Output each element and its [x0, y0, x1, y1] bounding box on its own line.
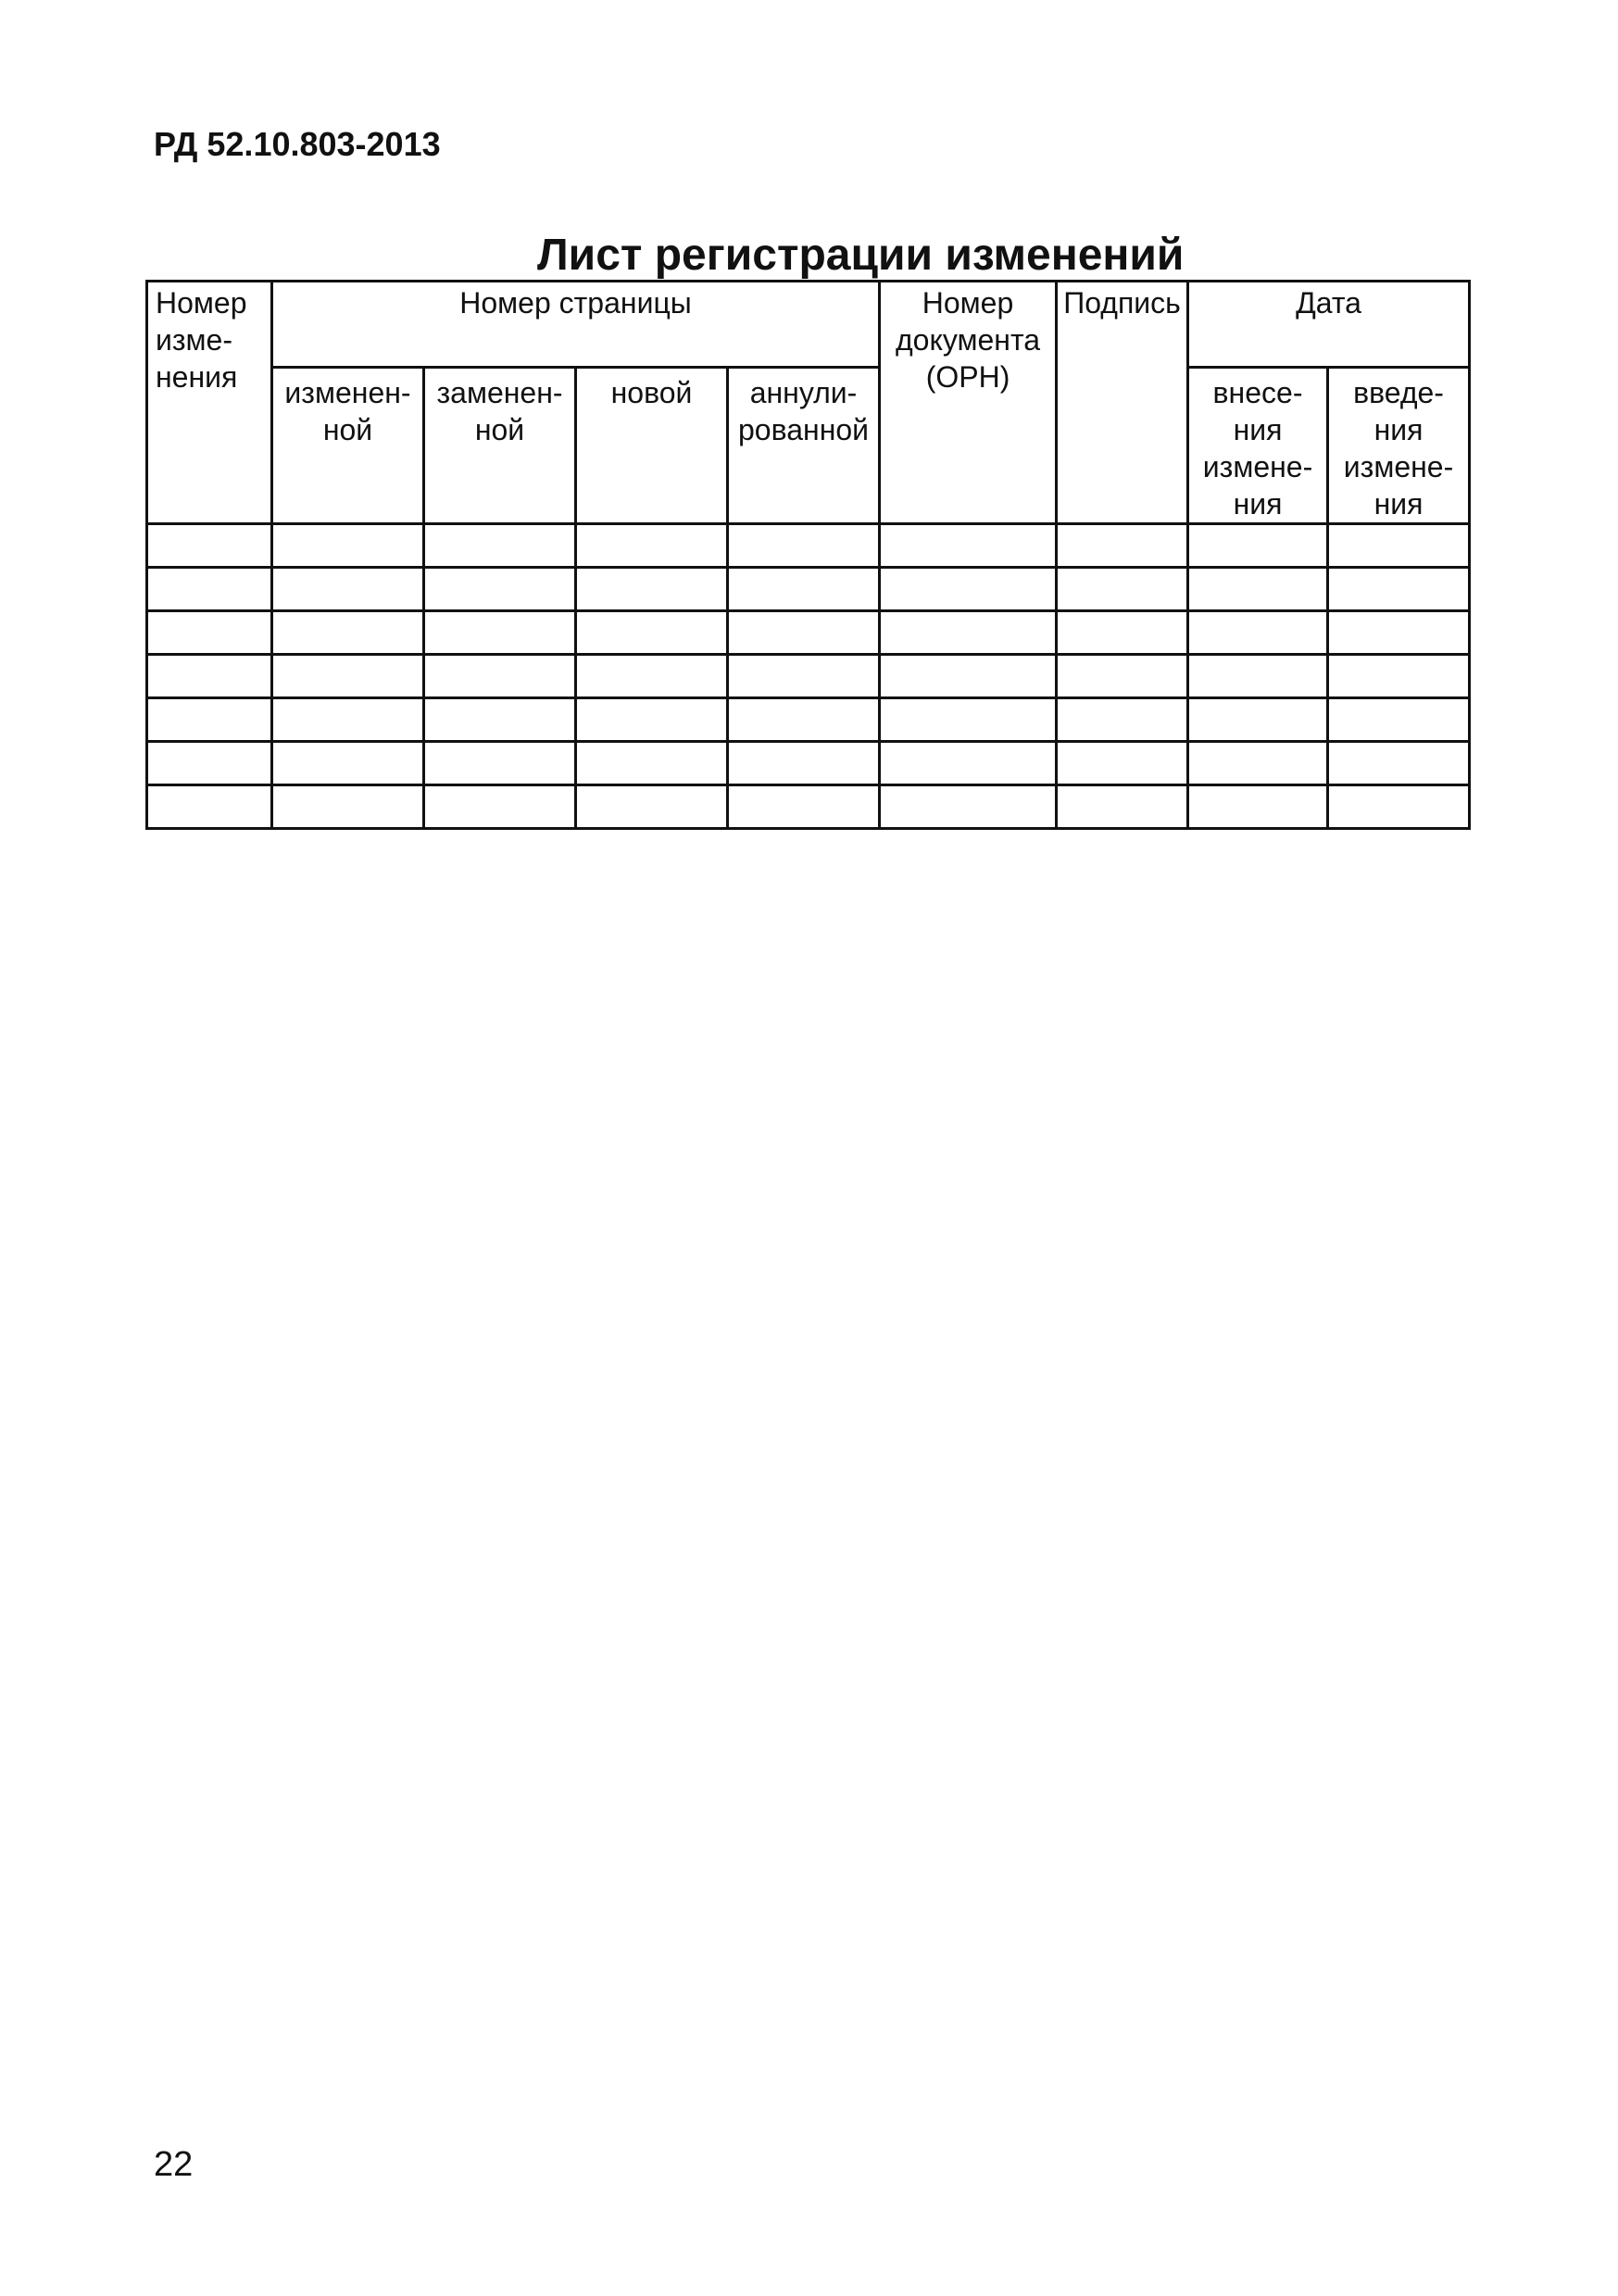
table-cell [728, 524, 880, 568]
table-row [147, 524, 1470, 568]
table-cell [728, 742, 880, 785]
table-cell [424, 524, 576, 568]
header-page-number-group: Номер страницы [272, 282, 880, 368]
table-cell [147, 785, 272, 829]
header-document-number: Номер документа (ОРН) [880, 282, 1057, 524]
table-cell [728, 568, 880, 611]
header-new-page: новой [576, 368, 728, 524]
table-cell [728, 698, 880, 742]
table-body [147, 524, 1470, 829]
header-date-entered: внесе- ния измене- ния [1188, 368, 1328, 524]
table-cell [1328, 524, 1470, 568]
table-cell [1328, 568, 1470, 611]
header-signature: Подпись [1057, 282, 1188, 524]
table-cell [424, 611, 576, 655]
table-cell [147, 611, 272, 655]
table-cell [880, 568, 1057, 611]
table-cell [880, 785, 1057, 829]
table-cell [424, 655, 576, 698]
table-cell [576, 568, 728, 611]
table-cell [272, 655, 424, 698]
table-cell [728, 655, 880, 698]
table-cell [1188, 611, 1328, 655]
table-cell [728, 785, 880, 829]
table-cell [1057, 611, 1188, 655]
table-cell [1328, 655, 1470, 698]
table-cell [1057, 655, 1188, 698]
table-cell [1188, 698, 1328, 742]
table-cell [424, 698, 576, 742]
table-cell [880, 742, 1057, 785]
table-cell [1328, 698, 1470, 742]
change-registration-table [145, 280, 1471, 830]
table-cell [576, 655, 728, 698]
table-cell [1057, 524, 1188, 568]
table-cell [272, 524, 424, 568]
table-cell [1057, 742, 1188, 785]
table-cell [880, 655, 1057, 698]
table-row [147, 742, 1470, 785]
table-cell [147, 524, 272, 568]
table-cell [272, 611, 424, 655]
table-cell [272, 785, 424, 829]
table-cell [272, 742, 424, 785]
table-row [147, 698, 1470, 742]
table-cell [424, 568, 576, 611]
table-cell [1328, 742, 1470, 785]
table-cell [880, 611, 1057, 655]
document-code: РД 52.10.803-2013 [154, 125, 441, 163]
header-date-effective: введе- ния измене- ния [1328, 368, 1470, 524]
table-cell [147, 568, 272, 611]
table-cell [1188, 568, 1328, 611]
table-cell [147, 698, 272, 742]
table-cell [576, 611, 728, 655]
table-row [147, 611, 1470, 655]
table-cell [576, 742, 728, 785]
header-changed-page: изменен- ной [272, 368, 424, 524]
header-annulled-page: аннули- рованной [728, 368, 880, 524]
table-cell [728, 611, 880, 655]
table-cell [424, 785, 576, 829]
table-cell [424, 742, 576, 785]
table-cell [576, 785, 728, 829]
table-cell [272, 698, 424, 742]
table-cell [880, 524, 1057, 568]
sheet-title: Лист регистрации изменений [537, 231, 1185, 280]
table-cell [1057, 698, 1188, 742]
table-cell [1328, 611, 1470, 655]
table-cell [1057, 785, 1188, 829]
table-cell [576, 698, 728, 742]
table-cell [1188, 524, 1328, 568]
table-cell [1188, 655, 1328, 698]
table-cell [272, 568, 424, 611]
table-cell [576, 524, 728, 568]
page-number: 22 [154, 2145, 194, 2184]
header-date-group: Дата [1188, 282, 1470, 368]
table-cell [1188, 742, 1328, 785]
table-cell [147, 655, 272, 698]
table-cell [1328, 785, 1470, 829]
table-row [147, 655, 1470, 698]
header-change-number: Номер изме- нения [147, 282, 272, 524]
table-cell [1057, 568, 1188, 611]
table-cell [147, 742, 272, 785]
header-replaced-page: заменен- ной [424, 368, 576, 524]
table-cell [880, 698, 1057, 742]
table-row [147, 785, 1470, 829]
table-cell [1188, 785, 1328, 829]
table-row [147, 568, 1470, 611]
